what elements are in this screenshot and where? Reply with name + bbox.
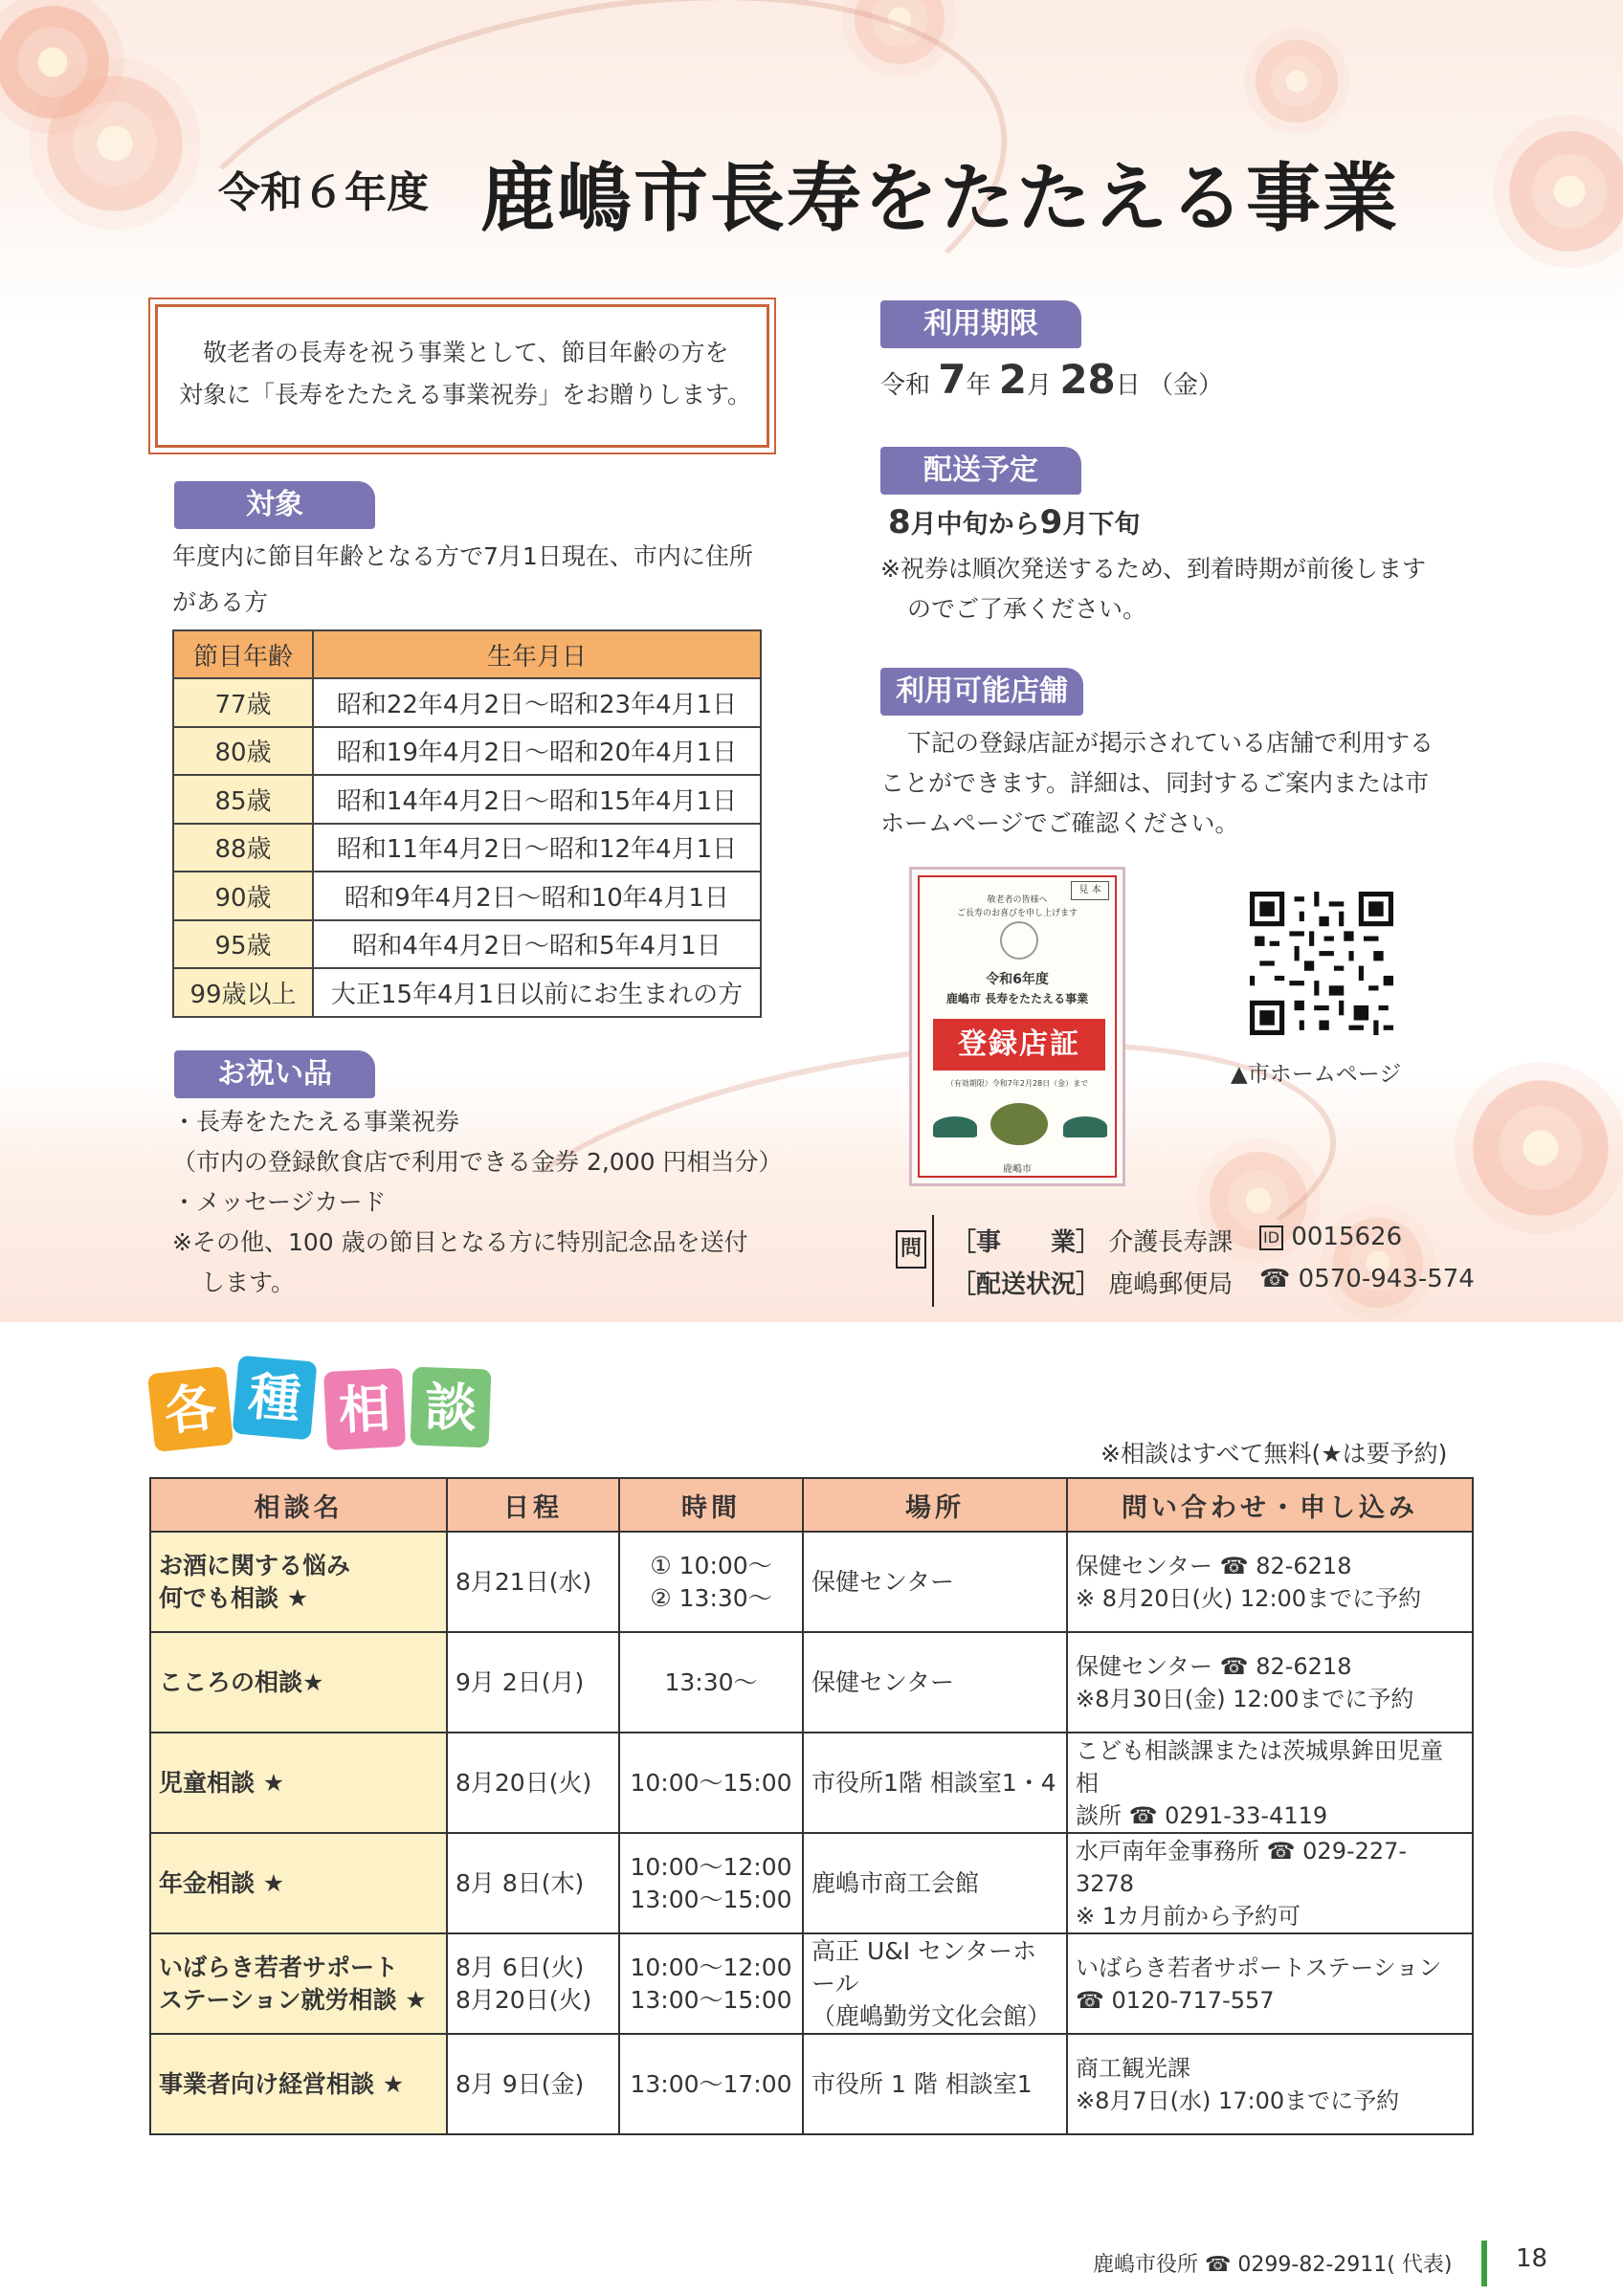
col-header: 相談名: [150, 1478, 447, 1532]
consult-name: 事業者向け経営相談 ★: [150, 2034, 447, 2134]
qr-caption: ▲市ホームページ: [1231, 1062, 1402, 1087]
weekday: （金）: [1148, 371, 1224, 400]
age-cell: 85歳: [173, 775, 313, 824]
page-number: 18: [1516, 2244, 1548, 2273]
dob-cell: 昭和9年4月2日～昭和10年4月1日: [313, 872, 761, 920]
certificate-year: 令和6年度: [986, 972, 1049, 987]
contact-id: [1259, 1223, 1402, 1251]
contact-label: ［配送状況］: [951, 1270, 1101, 1299]
consult-place: 市役所1階 相談室1・4: [803, 1733, 1067, 1833]
contact-value: 介護長寿課: [1108, 1228, 1234, 1257]
table-row: [173, 727, 761, 776]
table-row: [173, 775, 761, 824]
gift-note: （市内の登録飲食店で利用できる金券 2,000 円相当分）: [172, 1148, 783, 1176]
title-year: 令和６年度: [218, 168, 429, 217]
col-header: 時間: [619, 1478, 803, 1532]
contact-label: ［事 業］: [951, 1228, 1101, 1257]
consultation-table: [149, 1477, 1474, 2135]
contact-phone: [1259, 1265, 1475, 1293]
table-row: [173, 872, 761, 920]
consult-contact: こども相談課または茨城県鉾田児童相 談所 ☎ 0291-33-4119: [1067, 1733, 1473, 1833]
phone-number[interactable]: 0570-943-574: [1298, 1265, 1475, 1293]
flower-decoration: [1455, 1062, 1623, 1234]
table-row: [150, 2034, 1473, 2134]
intro-box: [155, 304, 769, 448]
pine-icon: [933, 1116, 977, 1137]
gift-note: ※その他、100 歳の節目となる方に特別記念品を送付: [172, 1228, 748, 1256]
pine-icon: [1063, 1116, 1107, 1137]
age-header: 節目年齢: [173, 630, 313, 678]
contact-row: [951, 1265, 1233, 1300]
consult-place: 鹿嶋市商工会館: [803, 1833, 1067, 1933]
dob-header: 生年月日: [313, 630, 761, 678]
stores-text: 下記の登録店証が掲示されている店舗で利用する: [907, 729, 1434, 757]
crane-icon: [1000, 921, 1038, 960]
intro-line: 対象に「長寿をたたえる事業祝券」をお贈りします。: [179, 381, 752, 408]
dob-cell: 昭和11年4月2日～昭和12年4月1日: [313, 824, 761, 872]
footer-phone[interactable]: 0299-82-2911( 代表): [1237, 2253, 1453, 2277]
certificate-text: 敬老者の皆様へ: [987, 895, 1048, 905]
consult-contact: 保健センター ☎ 82-6218 ※ 8月20日(火) 12:00までに予約: [1067, 1532, 1473, 1632]
inquiry-icon: 問: [896, 1230, 926, 1269]
flower-decoration: [1244, 29, 1349, 134]
delivery-note: ※祝券は順次発送するため、到着時期が前後します: [880, 555, 1426, 583]
heading-tile: 談: [411, 1367, 492, 1448]
table-row: [150, 1532, 1473, 1632]
consult-time: 10:00～15:00: [619, 1733, 803, 1833]
consult-name: お酒に関する悩み 何でも相談 ★: [150, 1532, 447, 1632]
dob-cell: 昭和4年4月2日～昭和5年4月1日: [313, 920, 761, 969]
phone-icon: ☎: [1259, 1265, 1291, 1293]
table-row: [150, 1833, 1473, 1933]
certificate-issuer: 鹿嶋市: [1003, 1164, 1032, 1175]
consult-contact: 商工観光課 ※8月7日(水) 17:00までに予約: [1067, 2034, 1473, 2134]
stores-text: ホームページでご確認ください。: [880, 809, 1239, 837]
consult-date: 8月 6日(火) 8月20日(火): [447, 1933, 619, 2034]
unit: 月: [1027, 371, 1053, 400]
certificate-period: （有効期限）令和7年2月28日（金）まで: [945, 1079, 1089, 1088]
table-row: [173, 968, 761, 1017]
consult-time: 13:00～17:00: [619, 2034, 803, 2134]
qr-code[interactable]: [1250, 892, 1393, 1035]
id-value: 0015626: [1291, 1223, 1403, 1251]
col-header: 場所: [803, 1478, 1067, 1532]
id-icon: ID: [1259, 1225, 1283, 1250]
consult-name: 児童相談 ★: [150, 1733, 447, 1833]
table-row: [150, 1733, 1473, 1833]
flower-decoration: [29, 57, 201, 230]
unit: 年: [966, 371, 991, 400]
contact-value: 鹿嶋郵便局: [1108, 1270, 1234, 1299]
footer-accent-bar: [1481, 2241, 1487, 2286]
delivery-label: 配送予定: [880, 447, 1081, 495]
age-cell: 99歳以上: [173, 968, 313, 1017]
table-row: [150, 1933, 1473, 2034]
dob-cell: 大正15年4月1日以前にお生まれの方: [313, 968, 761, 1017]
consult-date: 8月20日(火): [447, 1733, 619, 1833]
stores-text: ことができます。詳細は、同封するご案内または市: [880, 769, 1430, 797]
period-date: [880, 356, 1223, 403]
footer-org: 鹿嶋市役所: [1093, 2253, 1199, 2277]
certificate-text: ご長寿のお喜びを申し上げます: [956, 909, 1078, 918]
page-title: 鹿嶋市長寿をたたえる事業: [480, 155, 1400, 242]
sample-stamp: 見 本: [1071, 881, 1109, 900]
delivery-note: のでご了承ください。: [907, 595, 1147, 623]
consult-time: 10:00～12:00 13:00～15:00: [619, 1833, 803, 1933]
age-cell: 80歳: [173, 727, 313, 776]
target-label: 対象: [174, 481, 375, 529]
gift-item: ・メッセージカード: [172, 1188, 387, 1216]
consult-place: 市役所 1 階 相談室1: [803, 2034, 1067, 2134]
consult-contact: 保健センター ☎ 82-6218 ※8月30日(金) 12:00までに予約: [1067, 1632, 1473, 1733]
period-label: 利用期限: [880, 300, 1081, 348]
age-cell: 90歳: [173, 872, 313, 920]
table-row: [150, 1632, 1473, 1733]
dob-cell: 昭和19年4月2日～昭和20年4月1日: [313, 727, 761, 776]
footer-contact: [1093, 2248, 1452, 2278]
month-number: 9: [1039, 503, 1063, 541]
consult-date: 8月 9日(金): [447, 2034, 619, 2134]
consult-contact: いばらき若者サポートステーション ☎ 0120-717-557: [1067, 1933, 1473, 2034]
col-header: 日程: [447, 1478, 619, 1532]
consult-name: いばらき若者サポート ステーション就労相談 ★: [150, 1933, 447, 2034]
era: 令和: [880, 371, 931, 400]
table-row: [173, 678, 761, 727]
age-cell: 95歳: [173, 920, 313, 969]
table-row: [173, 920, 761, 969]
gift-note: します。: [201, 1269, 296, 1296]
consult-name: 年金相談 ★: [150, 1833, 447, 1933]
store-certificate-image: [909, 867, 1125, 1186]
schedule-text: 月下旬: [1062, 510, 1141, 540]
turtle-icon: [990, 1103, 1048, 1145]
consult-date: 8月 8日(木): [447, 1833, 619, 1933]
delivery-schedule: [888, 503, 1140, 541]
certificate-title: 鹿嶋市 長寿をたたえる事業: [945, 992, 1089, 1005]
month-number: 2: [998, 356, 1028, 403]
table-row: [173, 824, 761, 872]
consult-contact: 水戸南年金事務所 ☎ 029-227-3278 ※ 1カ月前から予約可: [1067, 1833, 1473, 1933]
stores-label: 利用可能店舗: [880, 668, 1083, 716]
consult-time: 13:30～: [619, 1632, 803, 1733]
schedule-text: 月中旬から: [910, 510, 1040, 540]
age-cell: 88歳: [173, 824, 313, 872]
gift-item: ・長寿をたたえる事業祝券: [172, 1108, 460, 1136]
intro-line: 敬老者の長寿を祝う事業として、節目年齢の方を: [203, 339, 729, 366]
dob-cell: 昭和22年4月2日～昭和23年4月1日: [313, 678, 761, 727]
consult-place: 保健センター: [803, 1632, 1067, 1733]
heading-tile: 種: [233, 1356, 318, 1441]
heading-tile: 各: [147, 1366, 233, 1452]
consult-name: こころの相談★: [150, 1632, 447, 1733]
unit: 日: [1115, 371, 1141, 400]
consult-time: 10:00～12:00 13:00～15:00: [619, 1933, 803, 2034]
month-number: 8: [888, 503, 911, 541]
contact-row: [951, 1223, 1233, 1258]
col-header: 問い合わせ・申し込み: [1067, 1478, 1473, 1532]
target-text: 年度内に節目年齢となる方で7月1日現在、市内に住所: [172, 542, 753, 570]
consult-time: ① 10:00～ ② 13:30～: [619, 1532, 803, 1632]
heading-tile: 相: [323, 1368, 406, 1450]
consult-note: ※相談はすべて無料(★は要予約): [1101, 1440, 1448, 1468]
consult-place: 高正 U&I センターホール （鹿嶋勤労文化会館）: [803, 1933, 1067, 2034]
phone-icon: ☎: [1205, 2253, 1232, 2277]
year-number: 7: [938, 356, 967, 403]
age-table: [172, 629, 762, 1018]
age-cell: 77歳: [173, 678, 313, 727]
day-number: 28: [1059, 356, 1116, 403]
dob-cell: 昭和14年4月2日～昭和15年4月1日: [313, 775, 761, 824]
consult-place: 保健センター: [803, 1532, 1067, 1632]
target-text: がある方: [172, 588, 269, 616]
consult-date: 8月21日(水): [447, 1532, 619, 1632]
gift-label: お祝い品: [174, 1050, 375, 1098]
divider: [932, 1215, 934, 1307]
consult-date: 9月 2日(月): [447, 1632, 619, 1733]
certificate-banner: 登録店証: [933, 1019, 1105, 1071]
